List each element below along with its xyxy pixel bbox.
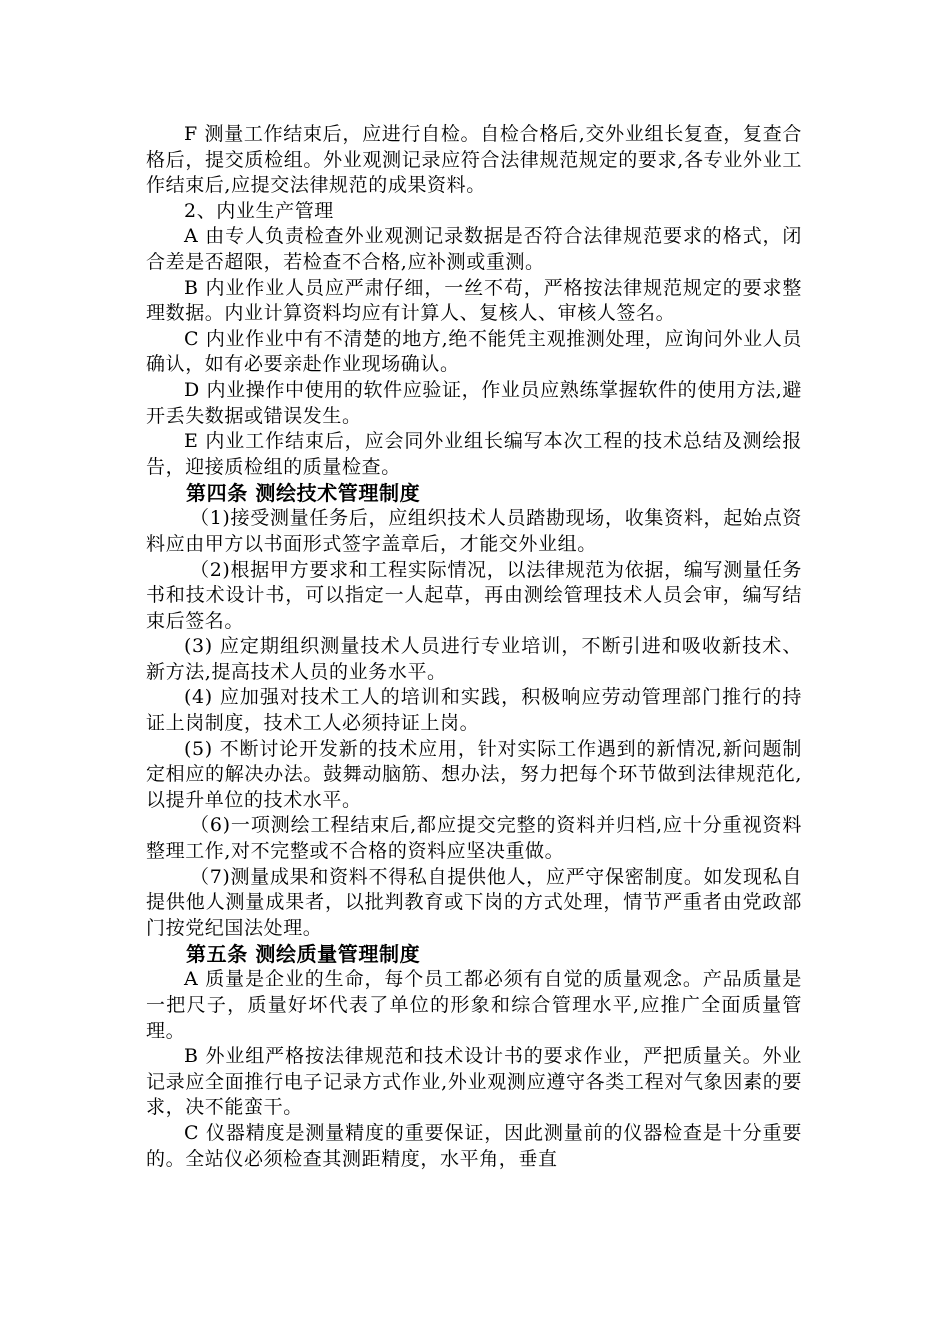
paragraph-item-1: （1)接受测量任务后，应组织技术人员踏勘现场，收集资料，起始点资料应由甲方以书面形式签字盖章后，才能交外业组。 xyxy=(146,507,802,555)
section-office-production: 2、内业生产管理 xyxy=(184,199,334,222)
document-page xyxy=(146,122,802,1172)
paragraph-a: A 由专人负责检查外业观测记录数据是否符合法律规范要求的格式，闭合差是否超限，若检查不合格,应补测或重测。 xyxy=(146,225,802,273)
heading-article-5: 第五条 测绘质量管理制度 xyxy=(186,942,421,967)
paragraph-item-4: (4) 应加强对技术工人的培训和实践，积极响应劳动管理部门推行的持证上岗制度，技术工人必须持证上岗。 xyxy=(146,686,802,735)
paragraph-f-fieldwork-end: F 测量工作结束后，应进行自检。自检合格后,交外业组长复查，复查合格后，提交质检组。外业观测记录应符合法律规范规定的要求,各专业外业工作结束后,应提交法律规范的成果资料。 xyxy=(146,123,802,197)
paragraph-item-3: (3) 应定期组织测量技术人员进行专业培训，不断引进和吸收新技术、新方法,提高技术人员的业务水平。 xyxy=(146,635,802,683)
paragraph-e: E 内业工作结束后，应会同外业组长编写本次工程的技术总结及测绘报告，迎接质检组的质量检查。 xyxy=(146,430,802,478)
paragraph-d: D 内业操作中使用的软件应验证，作业员应熟练掌握软件的使用方法,避开丢失数据或错误发生。 xyxy=(146,378,802,427)
paragraph-quality-b: B 外业组严格按法律规范和技术设计书的要求作业，严把质量关。外业记录应全面推行电子记录方式作业,外业观测应遵守各类工程对气象因素的要求，决不能蛮干。 xyxy=(146,1045,802,1119)
paragraph-item-5: (5) 不断讨论开发新的技术应用，针对实际工作遇到的新情况,新问题制定相应的解决办法。鼓舞动脑筋、想办法，努力把每个环节做到法律规范化,以提升单位的技术水平。 xyxy=(146,737,802,811)
paragraph-item-7: （7)测量成果和资料不得私自提供他人，应严守保密制度。如发现私自提供他人测量成果者，以批判教育或下岗的方式处理，情节严重者由党政部门按党纪国法处理。 xyxy=(146,865,802,939)
paragraph-b: B 内业作业人员应严肃仔细，一丝不苟，严格按法律规范规定的要求整理数据。内业计算资料均应有计算人、复核人、审核人签名。 xyxy=(146,276,802,325)
paragraph-item-6: （6)一项测绘工程结束后,都应提交完整的资料并归档,应十分重视资料整理工作,对不完整或不合格的资料应坚决重做。 xyxy=(146,814,802,863)
paragraph-c: C 内业作业中有不清楚的地方,绝不能凭主观推测处理，应询问外业人员确认，如有必要亲赴作业现场确认。 xyxy=(146,327,802,376)
paragraph-item-2: （2)根据甲方要求和工程实际情况，以法律规范为依据，编写测量任务书和技术设计书，可以指定一人起草，再由测绘管理技术人员会审，编写结束后签名。 xyxy=(146,558,802,632)
paragraph-quality-a: A 质量是企业的生命，每个员工都必须有自觉的质量观念。产品质量是一把尺子，质量好坏代表了单位的形象和综合管理水平,应推广全面质量管理。 xyxy=(146,968,802,1042)
paragraph-quality-c: C 仪器精度是测量精度的重要保证，因此测量前的仪器检查是十分重要的。全站仪必须检查其测距精度，水平角，垂直 xyxy=(146,1121,802,1170)
heading-article-4: 第四条 测绘技术管理制度 xyxy=(186,481,421,506)
